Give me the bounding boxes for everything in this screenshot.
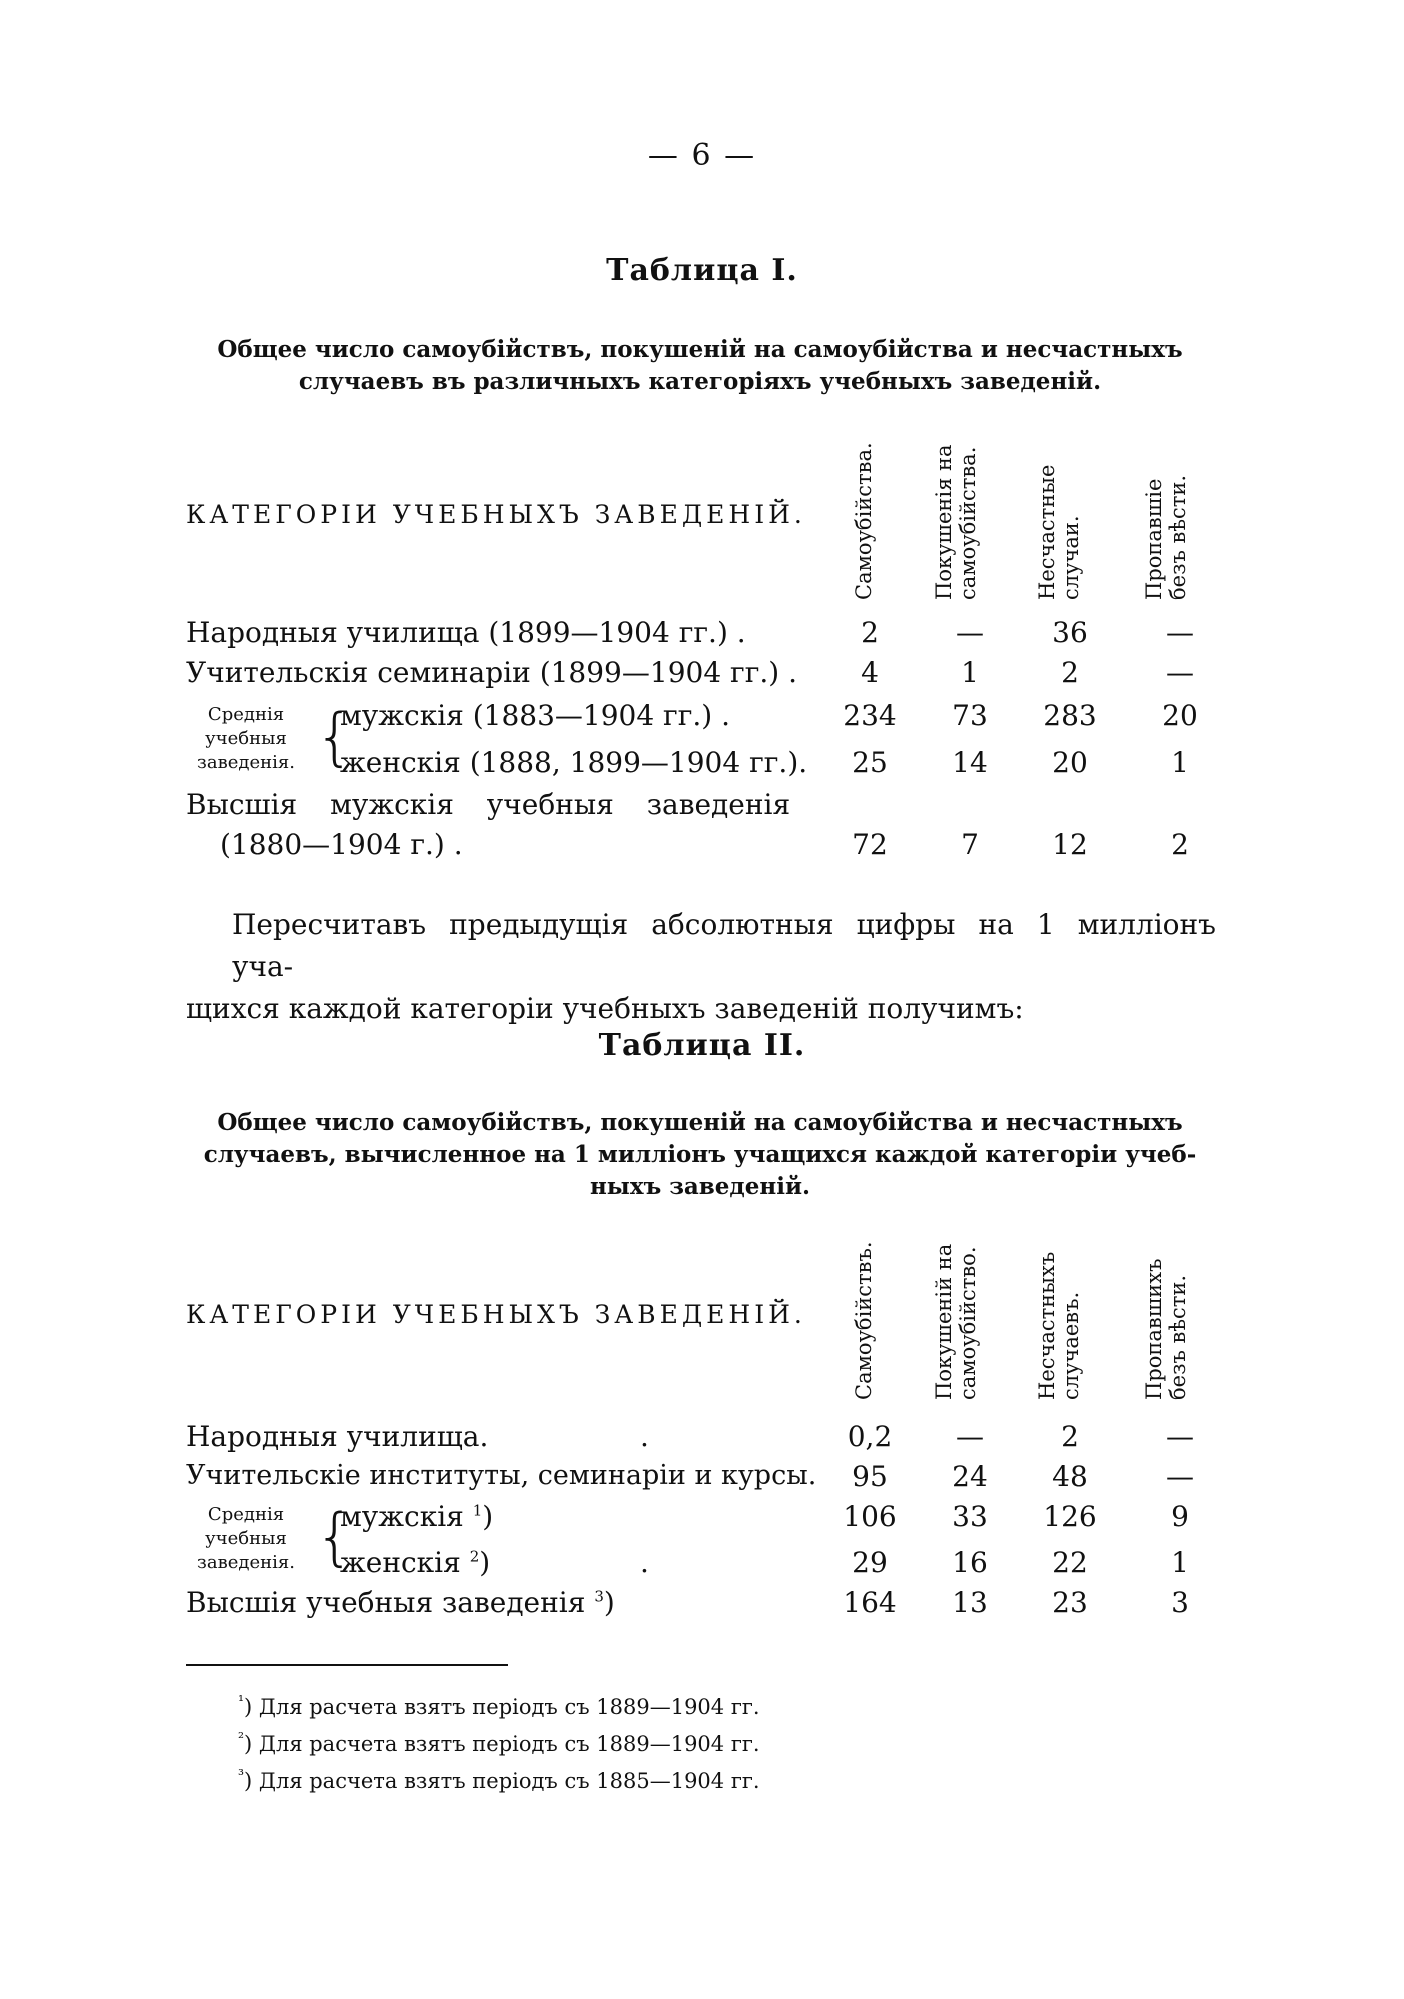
group-label-line1: Среднія [207, 1504, 285, 1525]
cell-missing: — [1166, 1420, 1194, 1453]
row-label: Учительскіе институты, семинаріи и курсы. [186, 1460, 817, 1491]
cell-accidents: 283 [1043, 699, 1097, 732]
cell-suicides: 164 [843, 1586, 897, 1619]
footnote-2: $^{^2}$) Для расчета взятъ періодъ съ 1889—1904 гг. [238, 1729, 760, 1756]
footnote-3: $^{^3}$) Для расчета взятъ періодъ съ 1885—1904 гг. [238, 1766, 760, 1793]
row-label-line2: (1880—1904 г.) . [220, 828, 463, 861]
cell-missing: 2 [1171, 828, 1189, 861]
table-row [0, 1460, 1404, 1500]
cell-missing: 9 [1171, 1500, 1189, 1533]
cell-attempts: 14 [952, 746, 988, 779]
cell-accidents: 12 [1052, 828, 1088, 861]
table2-col-header-attempts-line2: самоубійство. [956, 1246, 980, 1400]
row-label: женскія (1888, 1899—1904 гг.). [340, 746, 808, 779]
table-row [0, 699, 1404, 739]
cell-suicides: 106 [843, 1500, 897, 1533]
cell-accidents: 36 [1052, 616, 1088, 649]
table-row [0, 1420, 1404, 1460]
cell-suicides: 234 [843, 699, 897, 732]
row-label: Высшія учебныя заведенія $^3$) [186, 1586, 615, 1619]
row-label: мужскія $^1$) [340, 1500, 494, 1533]
cell-suicides: 72 [852, 828, 888, 861]
table1-col-header-missing-line2: безъ вѣсти. [1166, 474, 1190, 600]
footnote-text: Для расчета взятъ періодъ съ 1889—1904 гг. [258, 1732, 760, 1756]
table1-col-header-suicides-line1: Самоубійства. [852, 442, 876, 600]
cell-suicides: 29 [852, 1546, 888, 1579]
cell-attempts: 24 [952, 1460, 988, 1493]
paragraph-line2: щихся каждой категоріи учебныхъ заведеній получимъ: [186, 992, 1024, 1025]
cell-attempts: 16 [952, 1546, 988, 1579]
cell-accidents: 22 [1052, 1546, 1088, 1579]
table2-col-header-missing-line2: безъ вѣсти. [1166, 1274, 1190, 1400]
cell-accidents: 2 [1061, 656, 1079, 689]
table1-col-header-attempts-line1: Покушенія на [932, 444, 956, 600]
group-label-line2: учебныя [205, 1528, 287, 1549]
footnote-text: Для расчета взятъ періодъ съ 1889—1904 гг. [258, 1695, 760, 1719]
row-leader-dot: . [640, 1420, 649, 1453]
table1-col-header-accidents-line2: случаи. [1059, 515, 1083, 600]
table-row [0, 828, 1404, 868]
table1-caption-line1: Общее число самоубійствъ, покушеній на самоубійства и несчастныхъ [217, 336, 1183, 363]
table2-group-brace: { [315, 1500, 355, 1573]
cell-suicides: 4 [861, 656, 879, 689]
footnote-mark: ¹ [238, 1692, 245, 1710]
cell-missing: 3 [1171, 1586, 1189, 1619]
cell-missing: 20 [1162, 699, 1198, 732]
cell-accidents: 2 [1061, 1420, 1079, 1453]
footnote-1: $^{^1}$) Для расчета взятъ періодъ съ 1889—1904 гг. [238, 1692, 760, 1719]
table1-col-header-suicides [852, 428, 876, 600]
cell-suicides: 25 [852, 746, 888, 779]
table1-caption-line2: случаевъ въ различныхъ категоріяхъ учебныхъ заведеній. [298, 368, 1102, 395]
table-row [0, 788, 1404, 828]
footnote-ref-1: 1 [472, 1501, 483, 1520]
table-row [0, 746, 1404, 786]
cell-attempts: — [956, 616, 984, 649]
table2-col-header-accidents [1035, 1238, 1083, 1400]
cell-attempts: 1 [961, 656, 979, 689]
table2-caption-line3: ныхъ заведеній. [589, 1173, 811, 1200]
footnote-ref-2: 2 [469, 1547, 480, 1566]
table-row [0, 1586, 1404, 1626]
row-label-line1: Высшія мужскія учебныя заведенія [186, 788, 791, 821]
footnote-text: Для расчета взятъ періодъ съ 1885—1904 гг. [258, 1769, 760, 1793]
body-paragraph [186, 904, 1216, 1030]
row-label: Народныя училища. [186, 1420, 489, 1453]
cell-accidents: 23 [1052, 1586, 1088, 1619]
group-label-line3: заведенія. [197, 752, 295, 773]
table1-caption [185, 334, 1215, 398]
table-row [0, 1500, 1404, 1540]
cell-suicides: 95 [852, 1460, 888, 1493]
footnote-mark: ² [238, 1729, 245, 1747]
table1-col-header-missing [1142, 458, 1190, 600]
table1-col-header-accidents [1035, 462, 1083, 600]
table2-caption [185, 1107, 1215, 1203]
table1-col-header-missing-line1: Пропавшіе [1142, 478, 1166, 600]
table2-title: Таблица II. [598, 1028, 806, 1063]
table2-col-header-suicides [852, 1232, 876, 1400]
table2-col-header-accidents-line1: Несчастныхъ [1035, 1251, 1059, 1400]
table2-col-header-suicides-line1: Самоубійствъ. [852, 1241, 876, 1400]
table1-col-header-attempts-line2: самоубійства. [956, 446, 980, 600]
cell-accidents: 48 [1052, 1460, 1088, 1493]
table-row [0, 656, 1404, 696]
cell-attempts: 33 [952, 1500, 988, 1533]
cell-accidents: 126 [1043, 1500, 1097, 1533]
cell-missing: — [1166, 1460, 1194, 1493]
table1-col-header-accidents-line1: Несчастные [1035, 464, 1059, 600]
table-row [0, 1546, 1404, 1586]
row-label: мужскія (1883—1904 гг.) . [340, 699, 731, 732]
table1-col-header-attempts [932, 420, 980, 600]
table2-caption-line2: случаевъ, вычисленное на 1 милліонъ учащихся каждой категоріи учеб- [203, 1141, 1197, 1168]
table2-category-header: КАТЕГОРІИ УЧЕБНЫХЪ ЗАВЕДЕНІЙ. [186, 1300, 806, 1329]
table1-title: Таблица I. [606, 253, 798, 288]
group-label-line1: Среднія [207, 704, 285, 725]
cell-attempts: 7 [961, 828, 979, 861]
table-row [0, 616, 1404, 656]
cell-missing: 1 [1171, 1546, 1189, 1579]
table2-col-header-attempts [932, 1222, 980, 1400]
footnote-ref-3: 3 [594, 1587, 604, 1606]
table2-caption-line1: Общее число самоубійствъ, покушеній на самоубійства и несчастныхъ [217, 1109, 1183, 1136]
group-label-line2: учебныя [205, 728, 287, 749]
paragraph-line1: Пересчитавъ предыдущія абсолютныя цифры на 1 милліонъ уча- [232, 908, 1216, 983]
cell-suicides: 2 [861, 616, 879, 649]
table2-col-header-accidents-line2: случаевъ. [1059, 1291, 1083, 1400]
table2-col-header-missing-line1: Пропавшихъ [1142, 1258, 1166, 1400]
cell-attempts: 13 [952, 1586, 988, 1619]
cell-missing: 1 [1171, 746, 1189, 779]
group-label-line3: заведенія. [197, 1552, 295, 1573]
footnote-divider [186, 1664, 508, 1666]
page-number: — 6 — [647, 138, 757, 173]
table1-group-brace: { [315, 700, 355, 773]
footnote-mark: ³ [238, 1766, 245, 1784]
cell-missing: — [1166, 616, 1194, 649]
table1-category-header: КАТЕГОРІИ УЧЕБНЫХЪ ЗАВЕДЕНІЙ. [186, 500, 806, 529]
cell-attempts: 73 [952, 699, 988, 732]
cell-suicides: 0,2 [847, 1420, 893, 1453]
row-label: Народныя училища (1899—1904 гг.) . [186, 616, 746, 649]
row-leader-dot: . [640, 1546, 649, 1579]
table2-col-header-missing [1142, 1256, 1190, 1400]
table2-col-header-attempts-line1: Покушеній на [932, 1243, 956, 1400]
cell-accidents: 20 [1052, 746, 1088, 779]
cell-attempts: — [956, 1420, 984, 1453]
row-label: Учительскія семинаріи (1899—1904 гг.) . [186, 656, 797, 689]
row-label: женскія $^2$) [340, 1546, 491, 1579]
cell-missing: — [1166, 656, 1194, 689]
